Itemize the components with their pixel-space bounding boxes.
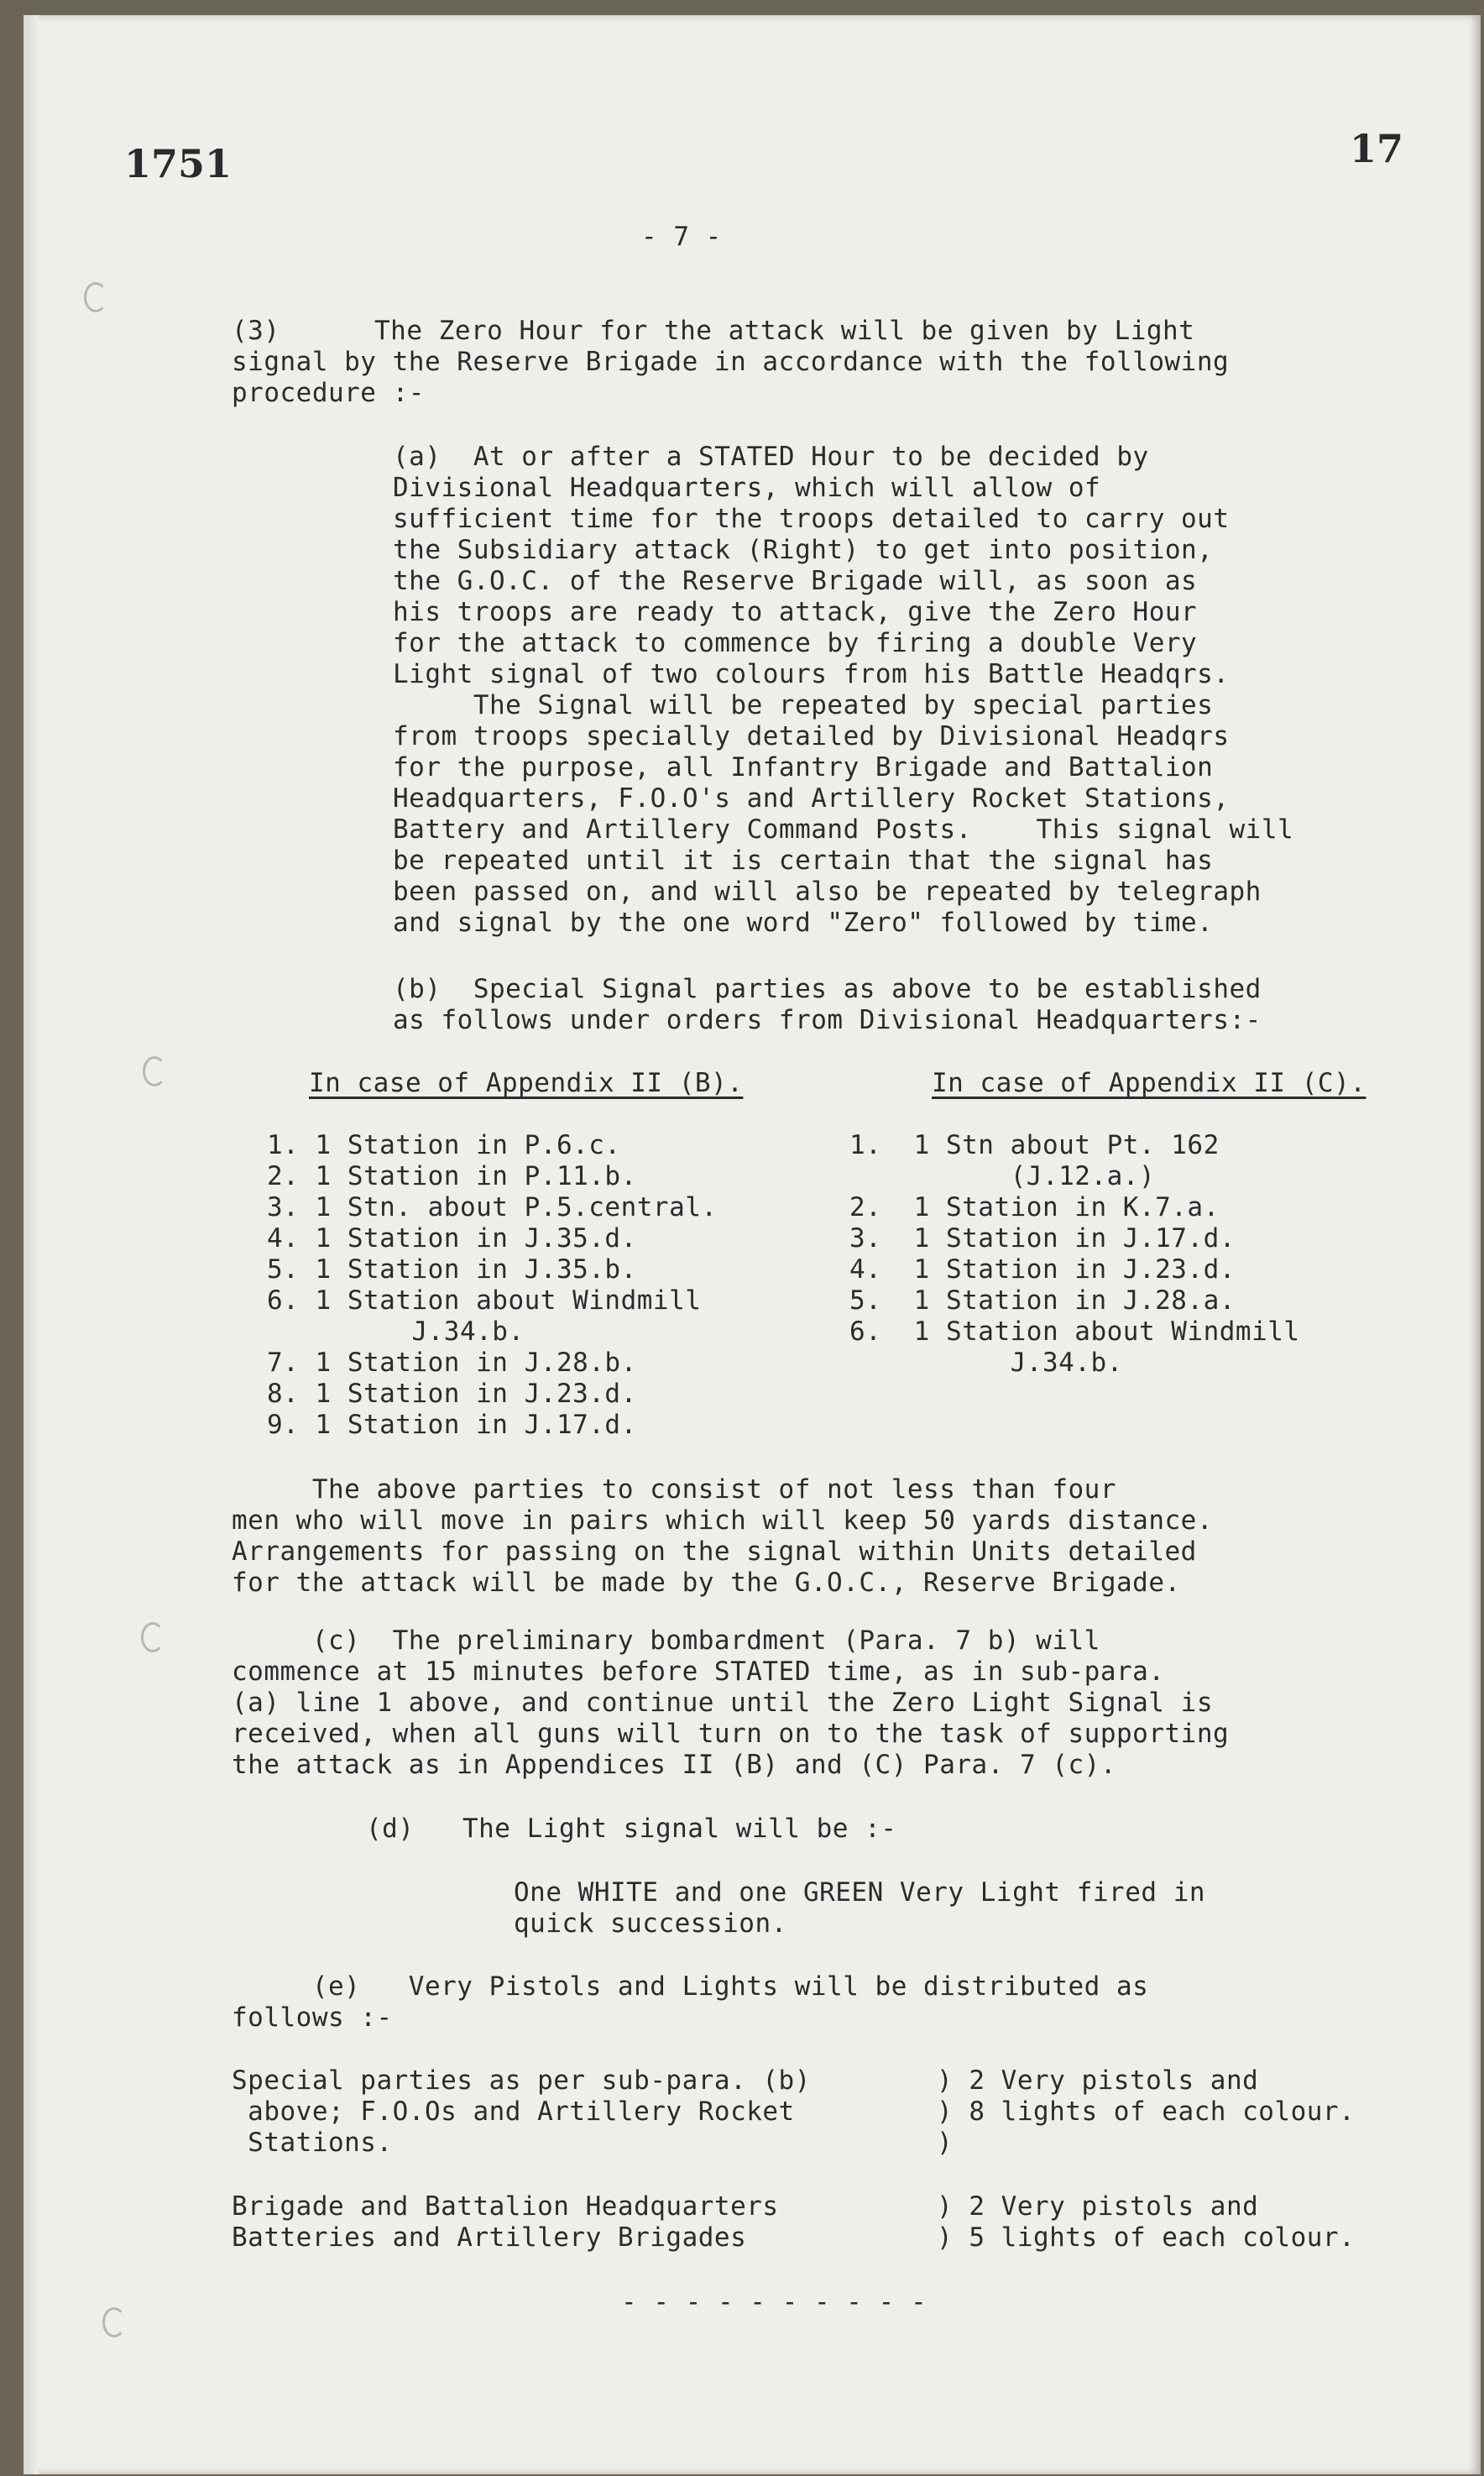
distribution-cell: ) 2 Very pistols and: [937, 2191, 1259, 2222]
punch-hole: [143, 1056, 166, 1086]
parties-note-line: for the attack will be made by the G.O.C., Reserve Brigade.: [232, 1568, 1181, 1598]
distribution-cell: Stations.: [232, 2128, 393, 2158]
sub-a-line: (a) At or after a STATED Hour to be decided by: [393, 442, 1149, 472]
sub-b-line: (b) Special Signal parties as above to be established: [393, 974, 1262, 1004]
punch-hole: [84, 282, 107, 312]
list-item: 4. 1 Station in J.23.d.: [849, 1254, 1236, 1285]
para-3-line: The Zero Hour for the attack will be given by Light: [374, 316, 1195, 346]
list-item: 3. 1 Station in J.17.d.: [849, 1223, 1236, 1254]
list-item: J.34.b.: [267, 1317, 525, 1347]
sub-a-line: Light signal of two colours from his Battle Headqrs.: [393, 659, 1230, 689]
sub-d-line: quick succession.: [514, 1908, 787, 1939]
sub-a-line: from troops specially detailed by Divisional Headqrs: [393, 721, 1230, 751]
sub-d-line: One WHITE and one GREEN Very Light fired in: [514, 1877, 1206, 1908]
sub-c-line: the attack as in Appendices II (B) and (C) Para. 7 (c).: [232, 1750, 1116, 1780]
appendix-b-heading: In case of Appendix II (B).: [309, 1068, 744, 1098]
sub-e-line: follows :-: [232, 2002, 393, 2033]
sub-a-line: sufficient time for the troops detailed to carry out: [393, 504, 1230, 534]
list-item: 6. 1 Station about Windmill: [849, 1317, 1300, 1347]
sub-a-line: The Signal will be repeated by special parties: [393, 690, 1214, 720]
sub-a-line: and signal by the one word "Zero" followed by time.: [393, 908, 1214, 938]
distribution-cell: Brigade and Battalion Headquarters: [232, 2191, 779, 2222]
sub-e-line: (e) Very Pistols and Lights will be distributed as: [232, 1971, 1149, 2002]
distribution-cell: above; F.O.Os and Artillery Rocket: [232, 2096, 795, 2127]
list-item: 6. 1 Station about Windmill: [267, 1285, 702, 1316]
parties-note-line: men who will move in pairs which will keep 50 yards distance.: [232, 1505, 1213, 1536]
file-reference: 1751: [124, 141, 233, 186]
document-page: [24, 15, 1481, 2474]
sub-a-line: his troops are ready to attack, give the Zero Hour: [393, 597, 1198, 627]
sub-a-line: for the purpose, all Infantry Brigade and Battalion: [393, 752, 1214, 783]
parties-note-line: The above parties to consist of not less than four: [232, 1474, 1116, 1505]
distribution-cell: ) 8 lights of each colour.: [937, 2096, 1356, 2127]
sub-a-line: been passed on, and will also be repeated by telegraph: [393, 877, 1262, 907]
list-item: 1. 1 Station in P.6.c.: [267, 1130, 621, 1160]
para-3-line: signal by the Reserve Brigade in accordance with the following: [232, 347, 1230, 377]
para-3-label: (3): [232, 316, 280, 346]
list-item: (J.12.a.): [849, 1161, 1156, 1191]
list-item: J.34.b.: [849, 1348, 1123, 1378]
sub-a-line: for the attack to commence by firing a double Very: [393, 628, 1198, 658]
sub-a-line: Battery and Artillery Command Posts. This signal will: [393, 814, 1294, 845]
list-item: 2. 1 Station in P.11.b.: [267, 1161, 637, 1191]
sub-c-line: received, when all guns will turn on to the task of supporting: [232, 1719, 1230, 1749]
sub-c-line: (c) The preliminary bombardment (Para. 7 b) will: [232, 1625, 1100, 1656]
sub-d-label: (d) The Light signal will be :-: [366, 1814, 897, 1844]
list-item: 5. 1 Station in J.28.a.: [849, 1285, 1236, 1316]
distribution-cell: Special parties as per sub-para. (b): [232, 2065, 811, 2096]
sub-c-line: commence at 15 minutes before STATED time, as in sub-para.: [232, 1657, 1165, 1687]
punch-hole: [102, 2307, 126, 2337]
sub-a-line: the G.O.C. of the Reserve Brigade will, as soon as: [393, 566, 1198, 596]
list-item: 7. 1 Station in J.28.b.: [267, 1348, 637, 1378]
page-edge: [24, 15, 39, 2474]
parties-note-line: Arrangements for passing on the signal within Units detailed: [232, 1536, 1197, 1567]
distribution-cell: ) 2 Very pistols and: [937, 2065, 1259, 2096]
sub-b-line: as follows under orders from Divisional Headquarters:-: [393, 1005, 1262, 1035]
sub-a-line: the Subsidiary attack (Right) to get into position,: [393, 535, 1214, 565]
appendix-c-heading: In case of Appendix II (C).: [932, 1068, 1366, 1098]
list-item: 9. 1 Station in J.17.d.: [267, 1410, 637, 1440]
list-item: 4. 1 Station in J.35.d.: [267, 1223, 637, 1254]
para-3-line: procedure :-: [232, 378, 425, 408]
list-item: 8. 1 Station in J.23.d.: [267, 1379, 637, 1409]
sub-a-line: Headquarters, F.O.O's and Artillery Rocket Stations,: [393, 783, 1230, 814]
sub-a-line: Divisional Headquarters, which will allow of: [393, 473, 1101, 503]
sub-c-line: (a) line 1 above, and continue until the Zero Light Signal is: [232, 1688, 1213, 1718]
list-item: 5. 1 Station in J.35.b.: [267, 1254, 637, 1285]
distribution-cell: ) 5 lights of each colour.: [937, 2222, 1356, 2253]
list-item: 2. 1 Station in K.7.a.: [849, 1192, 1220, 1222]
list-item: 3. 1 Stn. about P.5.central.: [267, 1192, 718, 1222]
sub-a-line: be repeated until it is certain that the signal has: [393, 845, 1214, 876]
distribution-cell: Batteries and Artillery Brigades: [232, 2222, 747, 2253]
distribution-cell: ): [937, 2128, 954, 2158]
punch-hole: [141, 1622, 165, 1652]
page-number: - 7 -: [641, 222, 722, 252]
folio-number: 17: [1350, 126, 1404, 171]
list-item: 1. 1 Stn about Pt. 162: [849, 1130, 1220, 1160]
end-rule: - - - - - - - - - -: [621, 2287, 928, 2317]
